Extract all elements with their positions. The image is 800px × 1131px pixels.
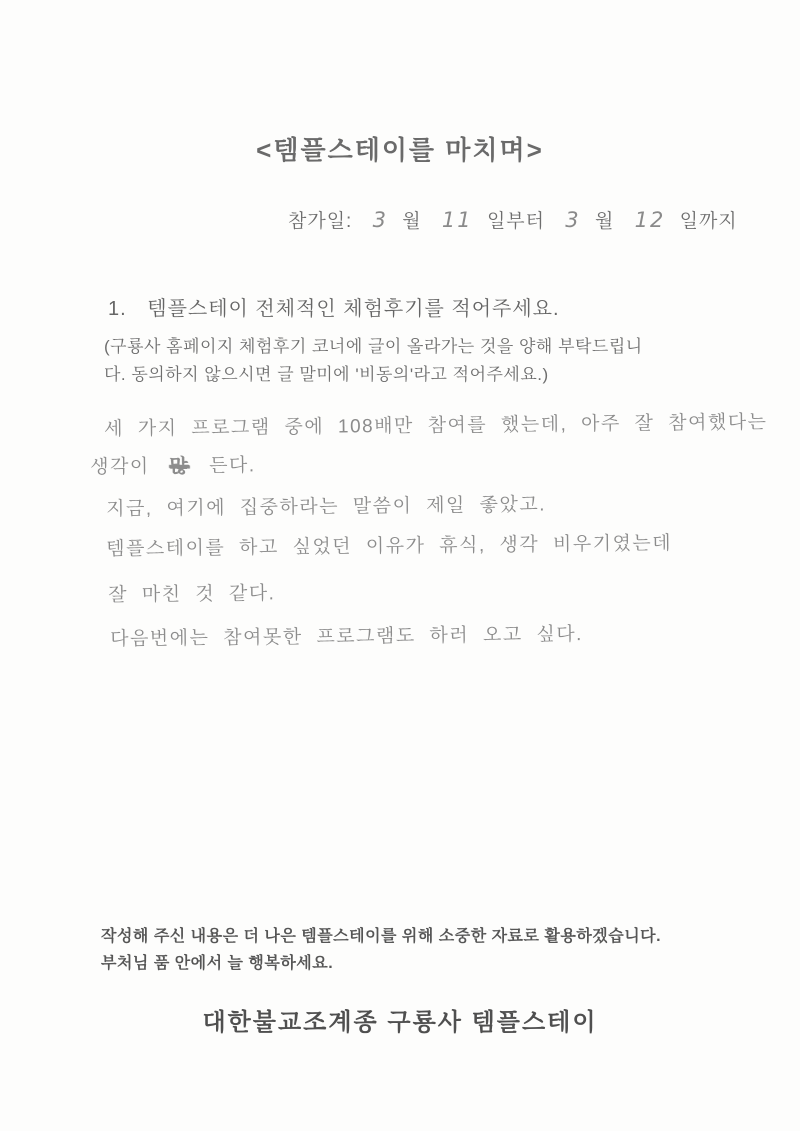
- participation-day2-handwritten: 12: [634, 208, 666, 232]
- question-1-text: 템플스테이 전체적인 체험후기를 적어주세요.: [147, 298, 560, 320]
- footer-thanks-line-1: 작성해 주신 내용은 더 나은 템플스테이를 위해 소중한 자료로 활용하겠습니다.: [101, 928, 662, 945]
- participation-month2-handwritten: 3: [565, 208, 581, 232]
- question-1: [108, 292, 560, 321]
- handwritten-answer-line-2-pre: 생각이: [90, 456, 150, 478]
- participation-month1-handwritten: 3: [372, 208, 388, 232]
- handwritten-answer-line-1: 세 가지 프로그램 중에 108배만 참여를 했는데, 아주 잘 참여했다는: [104, 412, 768, 440]
- from-suffix-label: 일부터: [486, 211, 545, 232]
- handwritten-answer-line-5: 잘 마친 것 같다.: [108, 583, 276, 606]
- to-suffix-label: 일까지: [679, 211, 738, 232]
- consent-note-line-2: 다. 동의하지 않으시면 글 말미에 '비동의'라고 적어주세요.): [104, 365, 549, 384]
- participation-label: 참가일:: [288, 211, 353, 232]
- month-unit-label: 월: [402, 211, 422, 232]
- organization-name: 대한불교조계종 구룡사 템플스테이: [202, 1009, 598, 1036]
- handwritten-answer-line-2-post: 든다.: [209, 455, 256, 477]
- scribbled-out-character: 많: [169, 455, 190, 478]
- footer-thanks-line-2: 부처님 품 안에서 늘 행복하세요.: [101, 955, 334, 972]
- handwritten-answer-line-6: 다음번에는 참여못한 프로그램도 하러 오고 싶다.: [110, 624, 584, 650]
- handwritten-answer-line-3: 지금, 여기에 집중하라는 말씀이 제일 좋았고.: [106, 494, 547, 520]
- participation-day1-handwritten: 11: [441, 208, 473, 232]
- handwritten-answer-line-2: [90, 450, 256, 479]
- form-title: <템플스테이를 마치며>: [256, 135, 544, 165]
- question-1-number: 1.: [108, 298, 127, 320]
- participation-date-line: [288, 206, 744, 233]
- consent-note-line-1: (구룡사 홈페이지 체험후기 코너에 글이 올라가는 것을 양해 부탁드립니: [104, 337, 643, 356]
- month-unit-label: 월: [594, 211, 615, 232]
- handwritten-answer-line-4: 템플스테이를 하고 싶었던 이유가 휴식, 생각 비우기였는데: [106, 533, 673, 560]
